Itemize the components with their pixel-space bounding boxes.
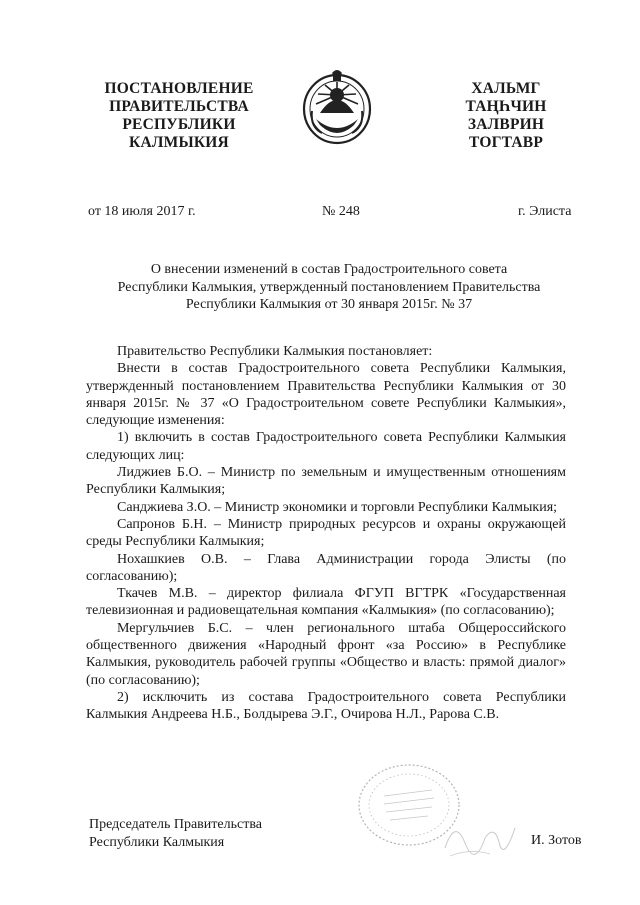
- body-paragraph: Сапронов Б.Н. – Министр природных ресурсов и охраны окружающей среды Республики Калмыкия;: [86, 516, 566, 550]
- header-left-line: ПРАВИТЕЛЬСТВА: [109, 98, 249, 115]
- signatory-position-line: Республики Калмыкия: [89, 835, 225, 850]
- header-right-line: ХАЛЬМГ: [471, 80, 541, 97]
- body-paragraph: Внести в состав Градостроительного совета Республики Калмыкия, утвержденный постановлением Правительства Республики Калмыкия от 30 января 2015г. № 37 «О Градостроительном совете Республики Калмыкия», следующие изменения:: [86, 361, 566, 429]
- header-left-line: ПОСТАНОВЛЕНИЕ: [104, 80, 254, 97]
- body-paragraph: Мергульчиев Б.С. – член регионального штаба Общероссийского общественного движения «Народный фронт «за Россию» в Республике Калмыкия, руководитель рабочей группы «Общество и власть: прямой диалог» (по согласованию);: [86, 620, 566, 688]
- document-city: г. Элиста: [518, 204, 572, 219]
- signatory-position: [89, 816, 262, 852]
- title-line: Республики Калмыкия от 30 января 2015г. № 37: [185, 297, 473, 312]
- body-paragraph: 2) исключить из состава Градостроительного совета Республики Калмыкия Андреева Н.Б., Болдырева Э.Г., Очирова Н.Л., Рарова С.В.: [86, 689, 566, 723]
- document-body: [86, 343, 566, 724]
- signatory-name: И. Зотов: [531, 833, 582, 848]
- header-right-title: [448, 80, 564, 152]
- kalmykia-coat-of-arms-icon: [298, 67, 376, 147]
- header-left-line: КАЛМЫКИЯ: [129, 134, 229, 151]
- document-number: № 248: [322, 204, 360, 219]
- header-right-line: ТОГТАВР: [468, 134, 544, 151]
- body-paragraph: Правительство Республики Калмыкия постановляет:: [117, 344, 433, 359]
- body-paragraph: Санджиева З.О. – Министр экономики и торговли Республики Калмыкия;: [117, 499, 558, 515]
- title-line: О внесении изменений в состав Градостроительного совета: [150, 262, 508, 277]
- signatory-position-line: Председатель Правительства: [89, 817, 262, 832]
- header-left-line: РЕСПУБЛИКИ: [122, 116, 236, 133]
- title-line: Республики Калмыкия, утвержденный постановлением Правительства: [117, 279, 541, 295]
- body-paragraph: Нохашкиев О.В. – Глава Администрации города Элисты (по согласованию);: [86, 551, 566, 584]
- document-date: от 18 июля 2017 г.: [88, 204, 196, 219]
- header-right-line: ТАҢҺЧИН: [465, 98, 547, 115]
- handwritten-signature-icon: [440, 808, 520, 868]
- body-paragraph: 1) включить в состав Градостроительного совета Республики Калмыкия следующих лиц:: [86, 430, 566, 463]
- body-paragraph: Лиджиев Б.О. – Министр по земельным и имущественным отношениям Республики Калмыкия;: [86, 465, 566, 498]
- header-right-line: ЗАЛВРИН: [467, 116, 545, 133]
- header-left-title: [84, 80, 274, 152]
- body-paragraph: Ткачев М.В. – директор филиала ФГУП ВГТРК «Государственная телевизионная и радиовещательная компания «Калмыкия» (по согласованию);: [86, 586, 566, 619]
- document-title: [84, 261, 574, 314]
